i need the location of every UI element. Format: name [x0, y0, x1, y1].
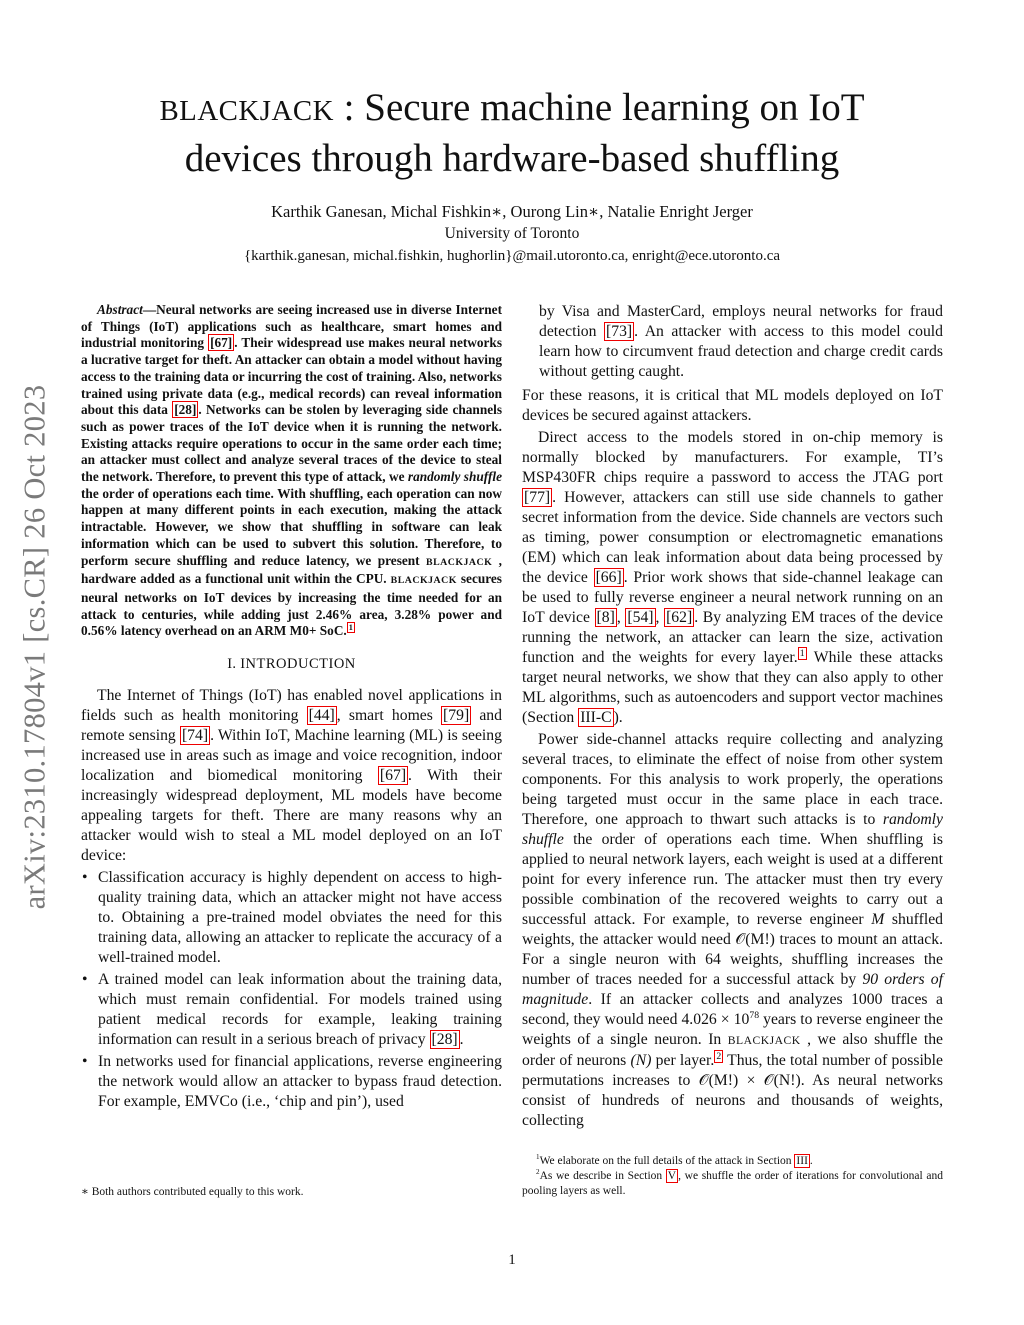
footnote-equal-contribution: ∗ Both authors contributed equally to this work. — [81, 1186, 304, 1198]
footnote-text: , we shuffle the order of iterations for convolutional and pooling layers as well. — [522, 1170, 943, 1197]
arxiv-stamp-text: arXiv:2310.17804v1 [cs.CR] 26 Oct 2023 — [17, 384, 52, 910]
body-text: ). — [613, 709, 623, 726]
math: 𝒪(M!) — [735, 931, 775, 948]
section-link[interactable]: III — [796, 1155, 808, 1167]
body-text: and remote sensing — [81, 707, 502, 745]
section-number: I. — [227, 656, 237, 673]
body-text: traces a second, they would need — [522, 991, 943, 1028]
citation-link[interactable]: [28] — [174, 402, 197, 418]
abstract-text: the order of operations each time. With shuffling, each operation can now happen at many different points in each execution, making the attack intractable. However, we show that shuffling in software can leak information which can be used to subvert this solution. Therefore, to perform secure shuffling and reduce latency, we present — [81, 485, 502, 568]
section-link[interactable]: III-C — [580, 709, 612, 726]
body-paragraph — [522, 730, 943, 1131]
body-text: Power side-channel attacks require collecting and analyzing several traces, to eliminate the effect of noise from other system components. For this analysis to work properly, the operations being targeted must occur in the same place in each trace. Therefore, one approach to thwart such attacks is to — [522, 731, 943, 828]
body-text: Direct access to the models stored in on-chip memory is normally blocked by manufacturers. For example, TI’s MSP430FR chips require a password to access the JTAG port — [522, 429, 943, 486]
abstract-text: . Networks can be stolen by leveraging side channels such as power traces of the IoT device when it is running the network. Existing attacks require operations to occur in the same order each time; an attacker must collect and analyze several traces of the device to steal the network. Therefore, to prevent this type of attack, we — [81, 402, 502, 485]
body-paragraph — [522, 428, 943, 728]
intro-paragraph — [81, 686, 502, 866]
footnote-link[interactable]: 1 — [799, 647, 805, 659]
citation-link[interactable]: [8] — [596, 609, 615, 626]
author-emails: {karthik.ganesan, michal.fishkin, hughorlin}@mail.utoronto.ca, enright@ece.utoronto.ca — [243, 248, 781, 264]
section-heading — [81, 654, 502, 674]
body-text: weights, shuffling increases the number of traces needed for a successful attack by — [522, 951, 943, 988]
math: 1000 — [851, 991, 883, 1008]
body-text: . However, attackers can still use side channels to gather secret information from the device. Side channels are vectors such as timing, power consumption or electromagnetic emanations (EM) which can leak information about data being processed by the device — [522, 489, 943, 586]
body-text: . An attacker with access to this model could learn how to circumvent fraud detection and charge credit cards without getting caught. — [539, 323, 944, 380]
abstract-text: , hardware added as a functional unit within the CPU. — [81, 552, 503, 587]
list-item: • In networks used for financial applications, reverse engineering the network would allow an attacker to bypass fraud detection. For example, EMVCo (i.e., ‘chip and pin’), used — [81, 1052, 502, 1112]
footnote-text: We elaborate on the full details of the attack in Section — [539, 1155, 795, 1167]
body-text: traces to mount an attack. For a single neuron with — [522, 931, 943, 968]
body-text: , — [655, 609, 665, 626]
citation-link[interactable]: [79] — [443, 707, 470, 725]
body-text: . — [459, 1031, 464, 1049]
system-name: BLACKJACK — [390, 575, 457, 587]
section-link[interactable]: V — [667, 1170, 677, 1182]
reasons-list — [81, 868, 502, 1112]
body-text: years to reverse engineer the weights of a single neuron. In — [522, 1011, 943, 1048]
emphasis: 90 orders of magnitude — [522, 971, 943, 1008]
citation-link[interactable]: [62] — [666, 609, 693, 626]
citation-link[interactable]: [74] — [181, 727, 209, 745]
system-name: BLACKJACK — [727, 1034, 801, 1047]
body-text: . With their increasingly widespread deployment, ML models have become appealing targets for theft. There are many reasons why an attacker would wish to steal a ML model deployed on an IoT device: — [81, 767, 502, 865]
abstract-text: . Their widespread use makes neural networks a lucrative target for theft. An attacker can obtain a model without having access to the training data or incurring the cost of training. Also, networks trained using private data (e.g., medical records) can reveal information about this data — [81, 335, 503, 418]
page-number: 1 — [508, 1252, 516, 1268]
body-text: Thus, the total number of possible permutations increases to — [522, 1052, 943, 1089]
math: 𝒪(M!) × 𝒪(N!) — [698, 1072, 801, 1089]
abstract-dash: — — [142, 302, 157, 317]
abstract-emphasis: randomly shuffle — [407, 469, 502, 485]
footnote-number: 1 — [536, 1153, 540, 1162]
emphasis: randomly shuffle — [522, 811, 943, 848]
footnote-text: As we describe in Section — [539, 1170, 666, 1182]
math: 4.026 × 10 — [681, 1011, 750, 1028]
arxiv-stamp — [10, 355, 60, 940]
body-text: the order of operations each time. When shuffling is applied to neural network layers, each weight is used at a different point for every inference run. The attacker must then try every possible combination of the recovered weights to carry out a successful attack. For example, to reverse engineer — [522, 831, 943, 928]
citation-link[interactable]: [73] — [606, 323, 633, 340]
body-paragraph: For these reasons, it is critical that ML models deployed on IoT devices be secured against attackers. — [522, 387, 943, 424]
author-names: Karthik Ganesan, Michal Fishkin∗, Ourong Lin∗, Natalie Enright Jerger — [271, 202, 753, 221]
abstract-label: Abstract — [97, 302, 143, 317]
citation-link[interactable]: [54] — [627, 609, 654, 626]
list-item — [81, 970, 502, 1050]
footnote-text: . — [809, 1155, 813, 1167]
citation-link[interactable]: [67] — [210, 335, 233, 351]
body-text: , we also shuffle the order of neurons — [522, 1031, 943, 1069]
citation-link[interactable]: [28] — [431, 1031, 458, 1049]
citation-link[interactable]: [66] — [595, 569, 622, 586]
abstract — [81, 302, 502, 640]
citation-link[interactable]: [67] — [379, 767, 407, 785]
body-text: While these attacks target neural networks, we show that they can also apply to other ML algorithms, such as autoencoders and support vector machines (Section — [522, 649, 944, 726]
body-text: A trained model can leak information about the training data, which must remain confidential. For models trained using patient medical records for example, leaking training information can result in a serious breach of privacy — [98, 971, 502, 1049]
left-column — [81, 302, 502, 1112]
footnote-number: 2 — [536, 1168, 540, 1177]
section-title: INTRODUCTION — [240, 656, 356, 673]
body-text: . By analyzing EM traces of the device running the network, an attacker can learn the size, activation function and the weights for every layer. — [522, 609, 944, 666]
math: (N) — [630, 1052, 652, 1069]
title-line2: devices through hardware-based shuffling — [184, 137, 840, 180]
right-column — [522, 302, 943, 1131]
body-text: , smart homes — [336, 707, 442, 725]
body-text: . If an attacker collects and analyzes — [588, 991, 852, 1008]
body-text: , — [616, 609, 626, 626]
paper-title — [100, 84, 924, 183]
body-text: by Visa and MasterCard, employs neural networks for fraud detection — [539, 303, 943, 340]
abstract-text: secures neural networks on IoT devices by increasing the time needed for an attack to centuries, while adding just 2.46% area, 3.28% power and 0.56% latency overhead on an ARM M0+ SoC. — [81, 571, 502, 639]
title-system-name: BLACKJACK — [159, 95, 334, 127]
author-affiliation: University of Toronto — [444, 225, 580, 242]
body-text: . Prior work shows that side-channel leakage can be used to fully reverse engineer a neural network running on an IoT device — [522, 569, 943, 626]
footnote-link[interactable]: 1 — [348, 622, 353, 632]
citation-link[interactable]: [44] — [308, 707, 335, 725]
footnote — [522, 1154, 943, 1169]
citation-link[interactable]: [77] — [524, 489, 551, 506]
body-text: per layer. — [651, 1052, 715, 1069]
math-exponent: 78 — [749, 1009, 760, 1021]
body-text: The Internet of Things (IoT) has enabled novel applications in fields such as health monitoring — [81, 687, 502, 725]
bullet-continuation — [522, 302, 943, 382]
footnote — [522, 1169, 943, 1199]
list-item: • Classification accuracy is highly dependent on access to high-quality training data, which an attacker might not have access to. Obtaining a pre-trained model obviates the need for this training data, allowing an attacker to replicate the accuracy of a well-trained model. — [81, 868, 502, 968]
math: M — [871, 911, 885, 928]
math: 64 — [705, 951, 721, 968]
abstract-text: Neural networks are seeing increased use in diverse Internet of Things (IoT) applications such as healthcare, smart homes and industrial monitoring — [81, 302, 502, 351]
footnote-link[interactable]: 2 — [716, 1050, 722, 1062]
title-line1: : Secure machine learning on IoT — [333, 86, 865, 129]
system-name: BLACKJACK — [426, 556, 493, 568]
author-block — [100, 201, 924, 267]
footnotes — [522, 1154, 943, 1199]
body-text: . As neural networks consist of hundreds of neurons and thousands of weights, collecting — [522, 1072, 943, 1129]
body-text: shuffled weights, the attacker would need — [522, 911, 944, 948]
body-text: . Within IoT, Machine learning (ML) is seeing increased use in areas such as image and voice recognition, indoor localization and biomedical monitoring — [81, 727, 502, 785]
